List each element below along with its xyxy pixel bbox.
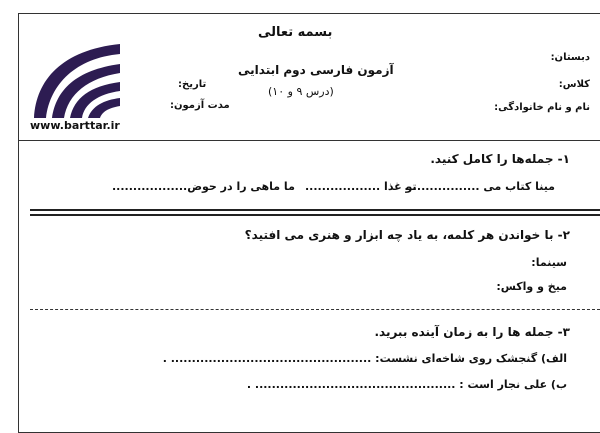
exam-title: آزمون فارسی دوم ابتدایی — [238, 63, 394, 77]
date-label: تاریخ: — [178, 79, 207, 90]
exam-lessons: (درس ۹ و ۱۰) — [268, 85, 334, 98]
basmala: بسمه تعالی — [258, 25, 333, 40]
section-divider-1b — [30, 214, 600, 216]
barttar-logo-icon — [32, 40, 124, 120]
q3-item-2: ب) علی نجار است : ................................................ . — [246, 378, 567, 391]
q1-title: ۱- جمله‌ها را کامل کنید. — [430, 152, 570, 166]
q1-item-2: تو غذا .................. — [305, 180, 417, 193]
section-divider-2 — [30, 309, 600, 310]
class-label: کلاس: — [558, 79, 590, 90]
q2-title: ۲- با خواندن هر کلمه، به یاد چه ابزار و هنری می افتید؟ — [244, 228, 570, 242]
header-divider — [18, 140, 600, 141]
duration-label: مدت آزمون: — [170, 100, 230, 111]
q2-item-2: میخ و واکس: — [496, 280, 567, 293]
website-url: www.barttar.ir — [30, 119, 120, 132]
section-divider-1a — [30, 209, 600, 211]
q3-title: ۳- جمله ها را به زمان آینده ببرید. — [374, 325, 570, 339]
q2-item-1: سینما: — [531, 256, 567, 269]
name-label: نام و نام خانوادگی: — [494, 102, 590, 113]
q1-item-3: ما ماهی را در حوض.................. — [112, 180, 295, 193]
q1-item-1: مینا کتاب می .................. — [404, 180, 555, 193]
q3-item-1: الف) گنجشک روی شاخه‌ای نشست: ................................................ . — [162, 352, 567, 365]
school-label: دبستان: — [550, 52, 590, 63]
